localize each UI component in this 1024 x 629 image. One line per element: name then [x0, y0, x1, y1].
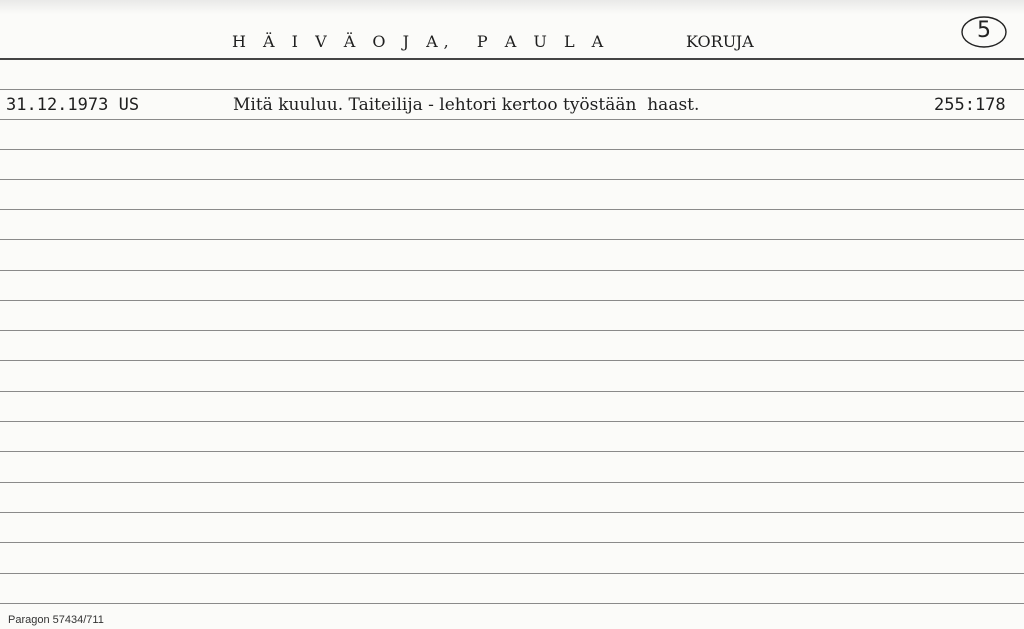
ruled-line	[0, 391, 1024, 392]
entry-reference: 255:178	[934, 95, 1006, 115]
ruled-line	[0, 149, 1024, 150]
ruled-line	[0, 451, 1024, 452]
category-label: KORUJA	[686, 32, 754, 51]
ruled-line	[0, 119, 1024, 120]
ruled-line	[0, 573, 1024, 574]
ruled-line	[0, 421, 1024, 422]
ruled-line	[0, 542, 1024, 543]
circled-card-number	[960, 15, 1008, 49]
ruled-line	[0, 300, 1024, 301]
entry-text: Mitä kuuluu. Taiteilija - lehtori kertoo työstään haast.	[233, 95, 700, 115]
ruled-line	[0, 179, 1024, 180]
ruled-line	[0, 239, 1024, 240]
ruled-line	[0, 330, 1024, 331]
ruled-line	[0, 89, 1024, 90]
entry-date: 31.12.1973 US	[6, 95, 140, 115]
card-number: 5	[977, 18, 991, 43]
ruled-line	[0, 482, 1024, 483]
ruled-line	[0, 512, 1024, 513]
ruled-line	[0, 209, 1024, 210]
ruled-line	[0, 603, 1024, 604]
header-rule	[0, 58, 1024, 60]
card-top-edge	[0, 0, 1024, 14]
person-name: H Ä I V Ä O J A, P A U L A	[232, 32, 610, 51]
ruled-line	[0, 270, 1024, 271]
printer-imprint: Paragon 57434/711	[8, 614, 104, 626]
ruled-line	[0, 360, 1024, 361]
